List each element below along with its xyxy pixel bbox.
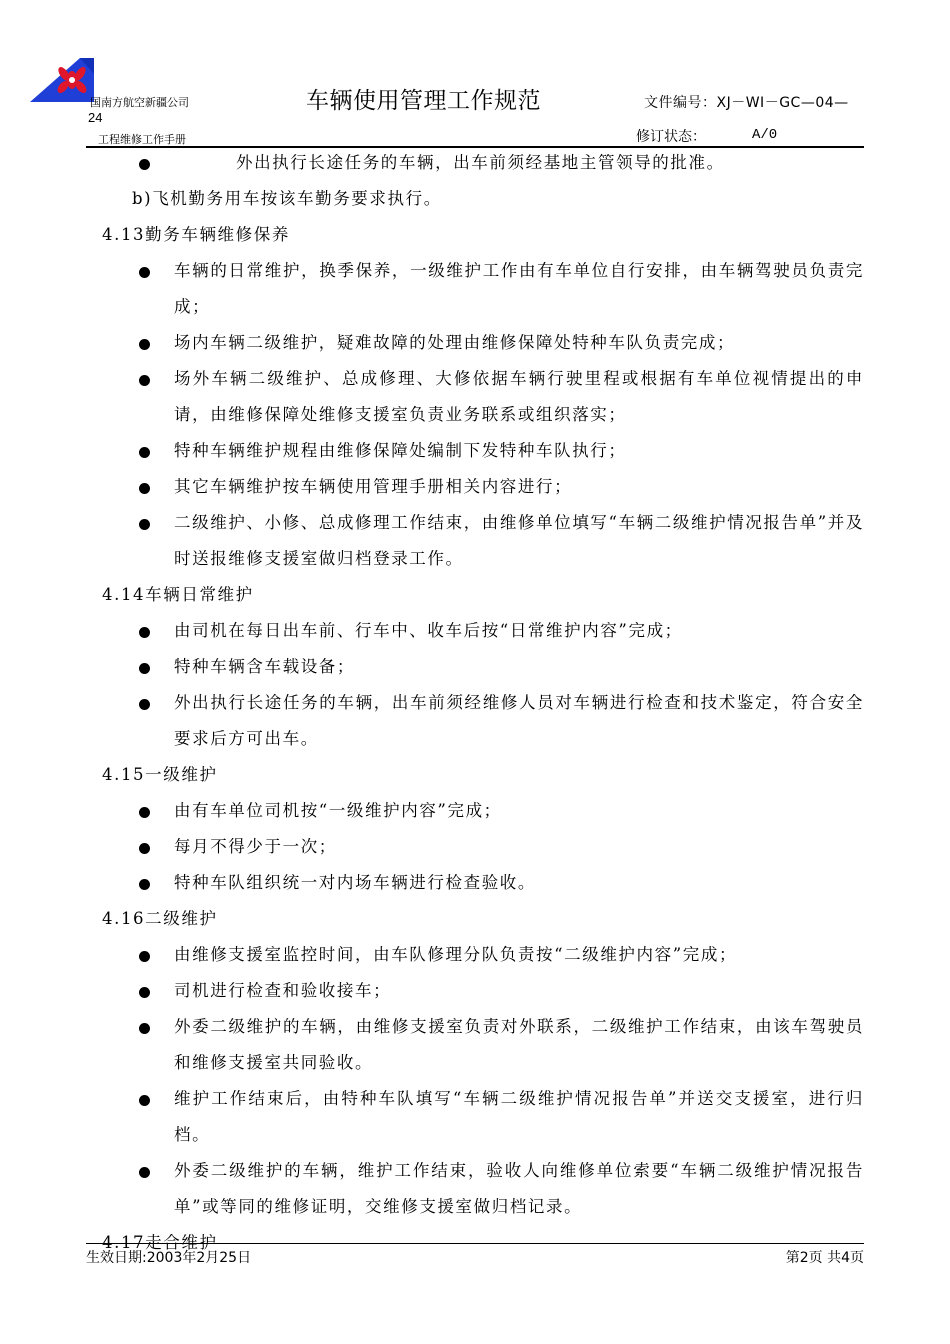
bullet-icon — [139, 807, 150, 818]
list-item — [102, 1009, 864, 1081]
bullet-icon — [139, 843, 150, 854]
section-heading: 4.17走合维护 — [102, 1233, 218, 1252]
list-item-text: 二级维护、小修、总成修理工作结束，由维修单位填写“车辆二级维护情况报告单”并及时送报维修支援室做归档登录工作。 — [174, 513, 864, 568]
list-item — [102, 865, 864, 901]
bullet-icon — [139, 699, 150, 710]
list-item-text: 场外车辆二级维护、总成修理、大修依据车辆行驶里程或根据有车单位视情提出的申请，由维修保障处维修支援室负责业务联系或组织落实； — [174, 369, 864, 424]
list-item — [102, 469, 864, 505]
bullet-icon — [139, 987, 150, 998]
page-info: 第2页 共4页 — [785, 1250, 864, 1266]
list-item-text: 司机进行检查和验收接车； — [174, 981, 392, 1000]
effective-date: 生效日期:2003年2月25日 — [86, 1250, 252, 1266]
list-item — [102, 793, 864, 829]
list-item — [102, 613, 864, 649]
list-item — [102, 973, 864, 1009]
bullet-icon — [139, 951, 150, 962]
revision-label: 修订状态： — [636, 129, 706, 145]
list-item-text: 外委二级维护的车辆，由维修支援室负责对外联系，二级维护工作结束，由该车驾驶员和维修支援室共同验收。 — [174, 1017, 864, 1072]
document-title: 车辆使用管理工作规范 — [306, 88, 541, 114]
list-item-text: 场内车辆二级维护，疑难故障的处理由维修保障处特种车队负责完成； — [174, 333, 736, 352]
list-item-text: 由维修支援室监控时间，由车队修理分队负责按“二级维护内容”完成； — [174, 945, 738, 964]
list-item-text: 外出执行长途任务的车辆，出车前须经基地主管领导的批准。 — [236, 153, 725, 172]
bullet-icon — [139, 339, 150, 350]
section-heading: 4.13勤务车辆维修保养 — [102, 225, 290, 244]
bullet-icon — [139, 267, 150, 278]
footer-divider — [86, 1243, 864, 1244]
header-page-fragment: 24 — [88, 110, 103, 125]
list-item-text: 特种车辆维护规程由维修保障处编制下发特种车队执行； — [174, 441, 627, 460]
bullet-icon — [139, 879, 150, 890]
bullet-icon — [139, 1167, 150, 1178]
section-heading: 4.16二级维护 — [102, 909, 218, 928]
list-item-text: 外委二级维护的车辆，维护工作结束，验收人向维修单位索要“车辆二级维护情况报告单”或等同的维修证明，交维修支援室做归档记录。 — [174, 1161, 864, 1216]
document-number: 文件编号：XJ－WI－GC—04— — [644, 95, 849, 111]
airline-logo-icon — [28, 56, 98, 104]
list-item-text: 车辆的日常维护，换季保养，一级维护工作由有车单位自行安排，由车辆驾驶员负责完成； — [174, 261, 864, 316]
revision-value: A/0 — [752, 127, 778, 143]
list-item — [102, 505, 864, 577]
list-item-text: 维护工作结束后，由特种车队填写“车辆二级维护情况报告单”并送交支援室，进行归档。 — [174, 1089, 864, 1144]
section-heading: 4.15一级维护 — [102, 765, 218, 784]
paragraph-line: b)飞机勤务用车按该车勤务要求执行。 — [132, 189, 442, 208]
list-item — [102, 1153, 864, 1225]
list-item-text: 外出执行长途任务的车辆，出车前须经维修人员对车辆进行检查和技术鉴定，符合安全要求后方可出车。 — [174, 693, 864, 748]
bullet-icon — [139, 627, 150, 638]
list-item-text: 特种车辆含车载设备； — [174, 657, 355, 676]
list-item — [102, 685, 864, 757]
manual-name: 工程维修工作手册 — [98, 133, 186, 146]
list-item — [102, 325, 864, 361]
bullet-icon — [139, 483, 150, 494]
bullet-icon — [139, 519, 150, 530]
list-item-text: 由有车单位司机按“一级维护内容”完成； — [174, 801, 502, 820]
bullet-icon — [139, 375, 150, 386]
list-item — [102, 829, 864, 865]
list-item — [102, 433, 864, 469]
list-item — [102, 361, 864, 433]
page-header — [0, 0, 950, 150]
bullet-icon — [139, 447, 150, 458]
list-item — [102, 937, 864, 973]
bullet-icon — [139, 663, 150, 674]
bullet-icon — [139, 1023, 150, 1034]
list-item — [102, 1081, 864, 1153]
list-item-text: 由司机在每日出车前、行车中、收车后按“日常维护内容”完成； — [174, 621, 683, 640]
sections-container — [102, 217, 864, 1261]
document-body — [102, 145, 864, 1261]
list-item-text: 每月不得少于一次； — [174, 837, 337, 856]
list-item — [102, 253, 864, 325]
list-item — [102, 145, 864, 181]
list-item — [102, 649, 864, 685]
bullet-icon — [139, 1095, 150, 1106]
company-name: 国南方航空新疆公司 — [90, 96, 189, 109]
section-heading: 4.14车辆日常维护 — [102, 585, 254, 604]
bullet-icon — [139, 159, 150, 170]
list-item-text: 其它车辆维护按车辆使用管理手册相关内容进行； — [174, 477, 573, 496]
list-item-text: 特种车队组织统一对内场车辆进行检查验收。 — [174, 873, 536, 892]
